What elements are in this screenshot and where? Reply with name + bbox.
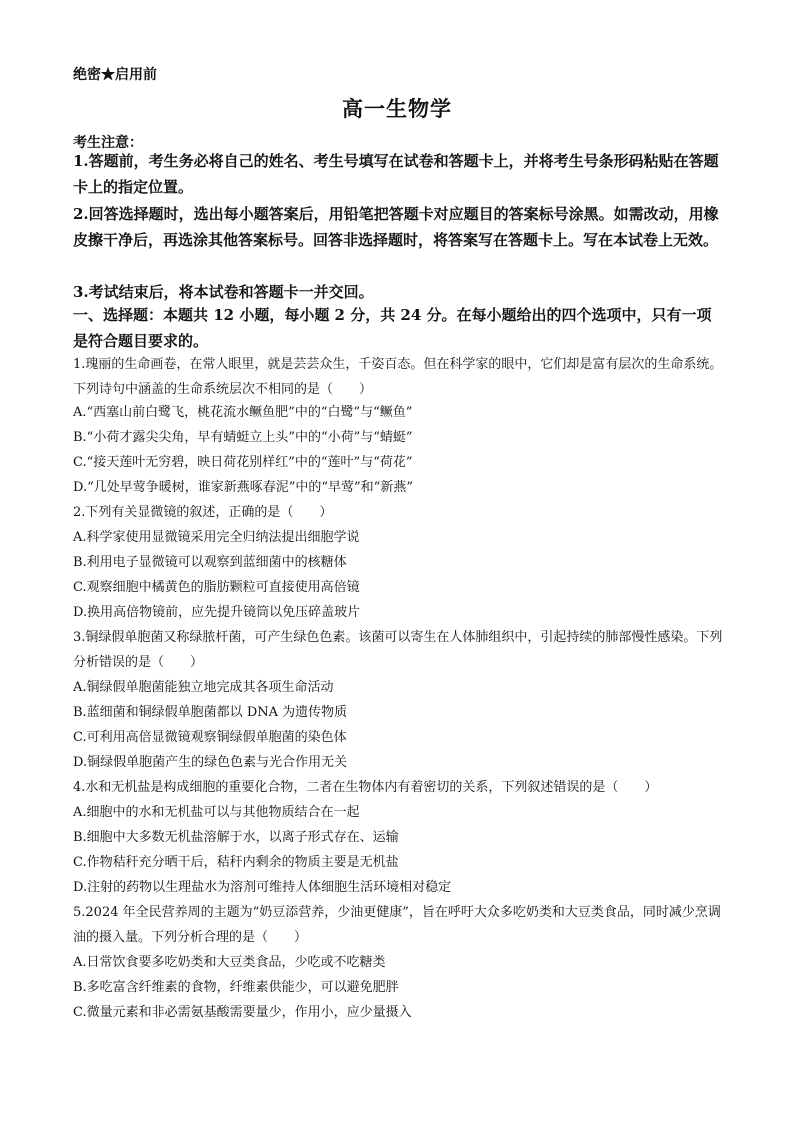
question-option: A.“西塞山前白鹭飞，桃花流水鳜鱼肥”中的“白鹭”与“鳜鱼”: [73, 405, 413, 420]
notice-item: 3.考试结束后，将本试卷和答题卡一并交回。: [73, 283, 374, 301]
question-option: B.细胞中大多数无机盐溶解于水，以离子形式存在、运输: [73, 830, 399, 845]
question-option: C.微量元素和非必需氨基酸需要量少，作用小，应少量摄入: [73, 1005, 412, 1020]
question-option: D.“几处早莺争暖树，谁家新燕啄春泥”中的“早莺”和“新燕”: [73, 480, 413, 495]
question-option: D.注射的药物以生理盐水为溶剂可维持人体细胞生活环境相对稳定: [73, 880, 452, 895]
question-stem: 2.下列有关显微镜的叙述，正确的是（ ）: [73, 505, 333, 520]
question-stem: 3.铜绿假单胞菌又称绿脓杆菌，可产生绿色色素。该菌可以寄生在人体肺组织中，引起持续的肺部慢性感染。下列分析错误的是（ ）: [73, 630, 723, 670]
question-option: A.科学家使用显微镜采用完全归纳法提出细胞学说: [73, 530, 360, 545]
question-option: C.“接天莲叶无穷碧，映日荷花别样红”中的“莲叶”与“荷花”: [73, 455, 413, 470]
question-option: D.铜绿假单胞菌产生的绿色色素与光合作用无关: [73, 755, 348, 770]
page-title: 高一生物学: [342, 96, 452, 121]
question-option: C.可利用高倍显微镜观察铜绿假单胞菌的染色体: [73, 730, 347, 745]
question-stem: 4.水和无机盐是构成细胞的重要化合物，二者在生物体内有着密切的关系，下列叙述错误的是（ ）: [73, 780, 658, 795]
question-option: B.多吃富含纤维素的食物，纤维素供能少，可以避免肥胖: [73, 980, 399, 995]
question-option: A.日常饮食要多吃奶类和大豆类食品，少吃或不吃糖类: [73, 955, 386, 970]
question-option: B.“小荷才露尖尖角，早有蜻蜓立上头”中的“小荷”与“蜻蜓”: [73, 430, 413, 445]
question-option: B.利用电子显微镜可以观察到蓝细菌中的核糖体: [73, 555, 347, 570]
question-option: A.铜绿假单胞菌能独立地完成其各项生命活动: [73, 680, 334, 695]
question-option: D.换用高倍物镜前，应先提升镜筒以免压碎盖玻片: [73, 605, 361, 620]
question-stem: 1.瑰丽的生命画卷，在常人眼里，就是芸芸众生，千姿百态。但在科学家的眼中，它们却是富有层次的生命系统。下列诗句中涵盖的生命系统层次不相同的是（ ）: [73, 357, 723, 397]
section-heading: 一、选择题：本题共 12 小题，每小题 2 分，共 24 分。在每小题给出的四个选项中，只有一项是符合题目要求的。: [73, 306, 712, 350]
question-option: B.蓝细菌和铜绿假单胞菌都以 DNA 为遗传物质: [73, 705, 348, 720]
notice-item: 2.回答选择题时，选出每小题答案后，用铅笔把答题卡对应题目的答案标号涂黑。如需改动，用橡皮擦干净后，再选涂其他答案标号。回答非选择题时，将答案写在答题卡上。写在本试卷上无效。: [73, 205, 719, 249]
question-option: C.观察细胞中橘黄色的脂肪颗粒可直接使用高倍镜: [73, 580, 360, 595]
notice-item: 1.答题前，考生务必将自己的姓名、考生号填写在试卷和答题卡上，并将考生号条形码粘贴在答题卡上的指定位置。: [73, 152, 719, 196]
question-stem: 5.2024 年全民营养周的主题为“奶豆添营养，少油更健康”，旨在呼吁大众多吃奶类和大豆类食品，同时减少烹调油的摄入量。下列分析合理的是（ ）: [73, 905, 721, 945]
confidential-label: 绝密★启用前: [73, 67, 157, 83]
notice-heading: 考生注意：: [73, 135, 143, 151]
question-option: C.作物秸秆充分晒干后，秸秆内剩余的物质主要是无机盐: [73, 855, 399, 870]
question-option: A.细胞中的水和无机盐可以与其他物质结合在一起: [73, 805, 360, 820]
